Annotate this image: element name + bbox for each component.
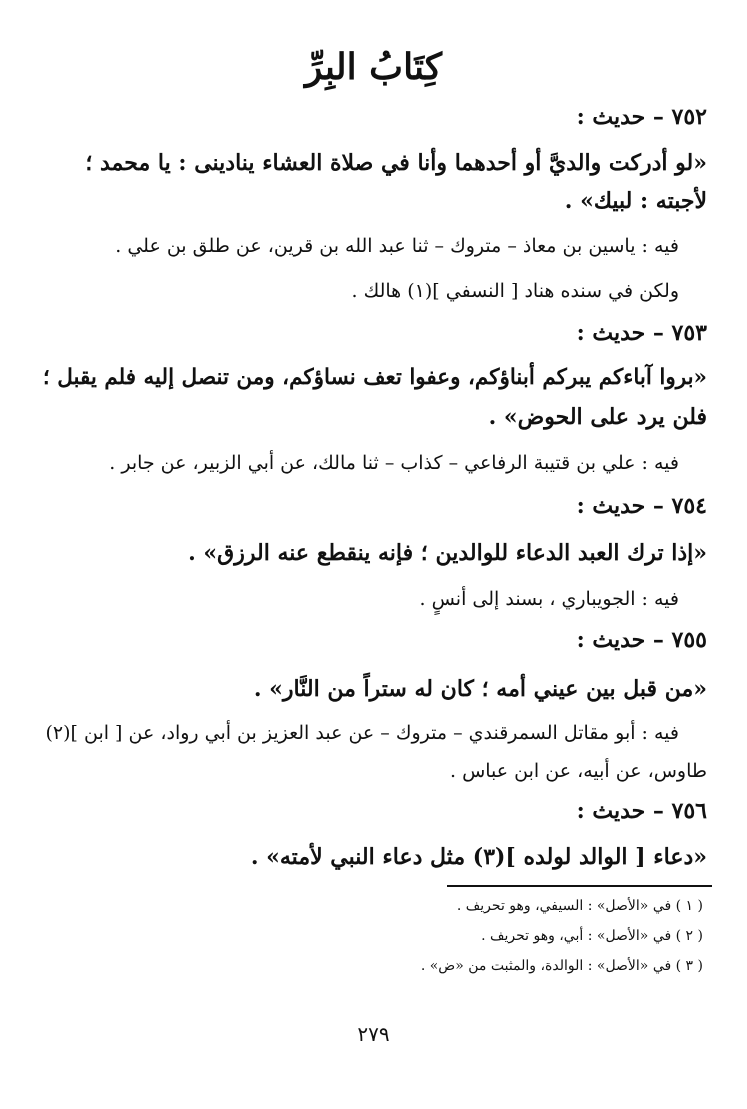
hadith-text-line: «من قبل بين عيني أمه ؛ كان له ستراً من النَّار» . [253, 676, 707, 702]
commentary-line: طاوس، عن أبيه، عن ابن عباس . [450, 760, 707, 782]
entry-heading: ٧٥٤ – حديث : [576, 493, 707, 519]
commentary-line: فيه : علي بن قتيبة الرفاعي – كذاب – ثنا مالك، عن أبي الزبير، عن جابر . [109, 452, 679, 474]
entry-heading: ٧٥٥ – حديث : [576, 627, 707, 653]
footnote-separator [447, 885, 712, 887]
chapter-title: كِتَابُ البِرِّ [304, 46, 443, 88]
hadith-text-line: «دعاء [ الوالد لولده ](٣) مثل دعاء النبي لأمته» . [250, 844, 707, 870]
hadith-text-line: فلن يرد على الحوض» . [488, 404, 707, 430]
entry-heading: ٧٥٣ – حديث : [576, 320, 707, 346]
commentary-line: فيه : ياسين بن معاذ – متروك – ثنا عبد الله بن قرين، عن طلق بن علي . [115, 235, 679, 257]
footnote: ( ٣ ) في «الأصل» : الوالدة، والمثبت من «ض» . [420, 958, 703, 974]
entry-heading: ٧٥٦ – حديث : [576, 798, 707, 824]
hadith-text-line: «بروا آباءكم يبركم أبناؤكم، وعفوا تعف نساؤكم، ومن تنصل إليه فلم يقبل ؛ [42, 365, 707, 390]
footnote: ( ٢ ) في «الأصل» : أبي، وهو تحريف . [481, 928, 703, 944]
hadith-text-line: لأجبته : لبيك» . [564, 188, 707, 214]
page-number: ٢٧٩ [357, 1022, 390, 1046]
footnote: ( ١ ) في «الأصل» : السيفي، وهو تحريف . [456, 898, 703, 914]
commentary-line: فيه : الجويباري ، بسند إلى أنسٍ . [419, 588, 679, 610]
entry-heading: ٧٥٢ – حديث : [576, 104, 707, 130]
commentary-line: ولكن في سنده هناد [ النسفي ](١) هالك . [351, 280, 679, 302]
hadith-text-line: «لو أدركت والديَّ أو أحدهما وأنا في صلاة العشاء ينادينى : يا محمد ؛ [85, 150, 707, 176]
commentary-line: فيه : أبو مقاتل السمرقندي – متروك – عن عبد العزيز بن أبي رواد، عن [ ابن ](٢) [45, 722, 679, 744]
hadith-text-line: «إذا ترك العبد الدعاء للوالدين ؛ فإنه ينقطع عنه الرزق» . [188, 540, 707, 566]
